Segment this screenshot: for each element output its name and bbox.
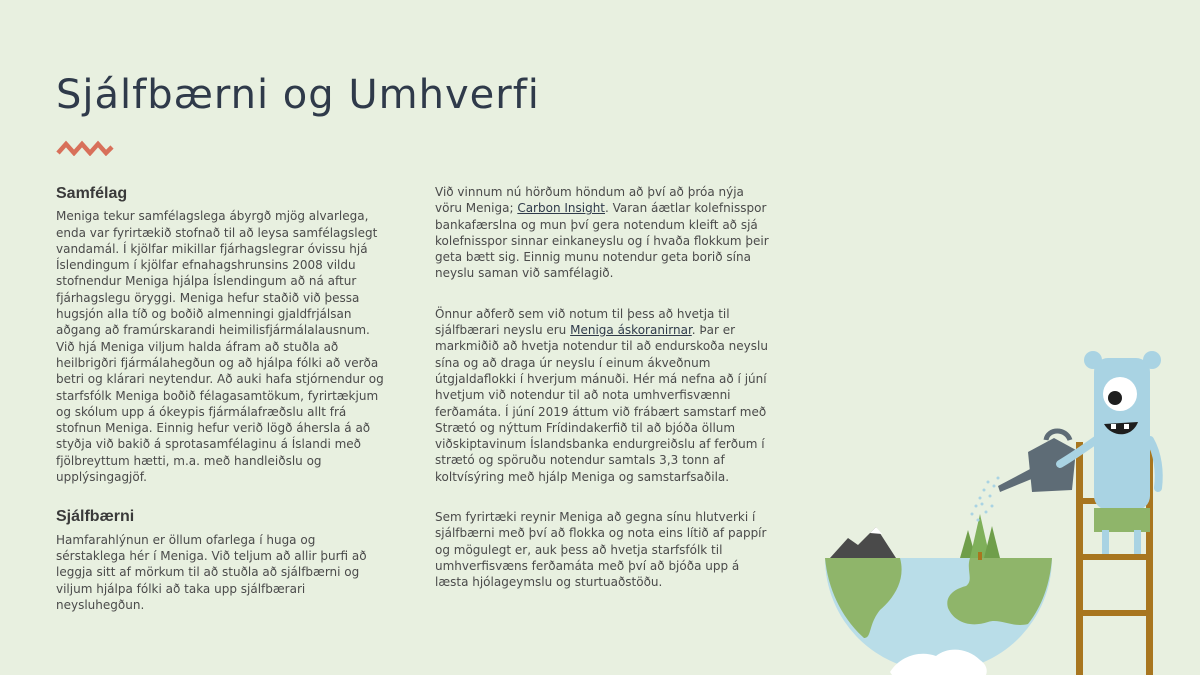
section-heading-samfelag: Samfélag	[56, 185, 128, 202]
right-column	[435, 184, 771, 591]
section-text-sjalfbaerni: Hamfarahlýnun er öllum ofarlega í huga og sérstaklega hér í Meniga. Við teljum að allir þurfi að leggja sitt af mörkum til að stuðla að sjálfbærni og viljum hjálpa fólki að taka upp sjálfbærari neysluhegðun.	[56, 532, 367, 612]
paragraph-challenges	[435, 306, 771, 485]
meniga-challenges-link[interactable]: Meniga áskoranirnar	[570, 323, 692, 338]
paragraph-carbon-insight	[435, 184, 771, 282]
monster-icon	[1060, 351, 1161, 554]
illustration	[820, 340, 1190, 675]
mountain-icon	[830, 527, 896, 558]
paragraph-company-role: Sem fyrirtæki reynir Meniga að gegna sínu hlutverki í sjálfbærni með því að flokka og nota eins lítið af pappír og mögulegt er, auk þess að hvetja starfsfólk til umhverfisvæns ferðamáta með því að bjóða upp á læsta hjólageymslu og sturtuaðstöðu.	[435, 510, 767, 590]
earth-icon	[825, 558, 1052, 675]
carbon-insight-link[interactable]: Carbon Insight	[517, 201, 606, 216]
tree-icon	[960, 514, 1000, 560]
paragraph-text: Önnur aðferð sem við notum til þess að hvetja til sjálfbærari neyslu eru	[435, 306, 730, 338]
page-title: Sjálfbærni og Umhverfi	[56, 72, 540, 118]
section-text-samfelag: Meniga tekur samfélagslega ábyrgð mjög alvarlega, enda var fyrirtækið stofnað til að leysa samfélagslegt vandamál. Í kjölfar mikillar fjárhagslegrar óvissu hjá Íslendingum í kjölfar efnahagshrunsins 2008 vildu stofnendur Meniga hjálpa Íslendingum að ná aftur fjárhagslegu öryggi. Meniga hefur staðið við þessa hugsjón alla tíð og boðið almenningi gjaldfrjálsan aðgang að framúrskarandi heimilisfjármálalausnum. Við hjá Meniga viljum halda áfram að stuðla að heilbrigðri fjármálahegðun og að hjálpa fólki að verða betri og klárari neytendur. Að auki hafa stjórnendur og starfsfólk Meniga boðið félagasamtökum, fyrirtækjum og skólum upp á ókeypis fjármálafræðslu allt frá stofnun Meniga. Einnig hefur verið lögð áhersla á að styðja við bakið á sprotasamfélaginu á Íslandi með fjölbreyttum hætti, m.a. með handleiðslu og upplýsingagjöf.	[56, 209, 384, 485]
left-column	[56, 186, 386, 613]
water-drops	[971, 477, 1000, 522]
section-heading-sjalfbaerni: Sjálfbærni	[56, 508, 135, 526]
paragraph-text: . Varan áætlar kolefnisspor bankafærslna og mun því gera notendum kleift að sjá kolefnisspor sinnar einkaneyslu og í hvaða flokkum þeir geta bætt sig. Einnig munu notendur geta borið sína neyslu saman við samfélagið.	[435, 201, 769, 281]
paragraph-text: . Þar er markmiðið að hvetja notendur til að endurskoða neyslu sína og að draga úr neyslu í einum ákveðnum útgjaldaflokki í hverjum mánuði. Hér má nefna að í júní hvetjum við notendur til að nota umhverfisvænni ferðamáta. Í júní 2019 áttum við frábært samstarf með Strætó og nýttum Frídindakerfið til að bjóða öllum viðskiptavinum Íslandsbanka endurgreiðslu af ferðum í strætó og spöruðu notendur samtals 3,3 tonn af koltvísýring með hjálp Meniga og samstarfsaðila.	[435, 323, 768, 484]
paragraph-text: Við vinnum nú hörðum höndum að því að þróa nýja vöru Meniga;	[435, 185, 744, 216]
zigzag-accent	[56, 138, 114, 156]
